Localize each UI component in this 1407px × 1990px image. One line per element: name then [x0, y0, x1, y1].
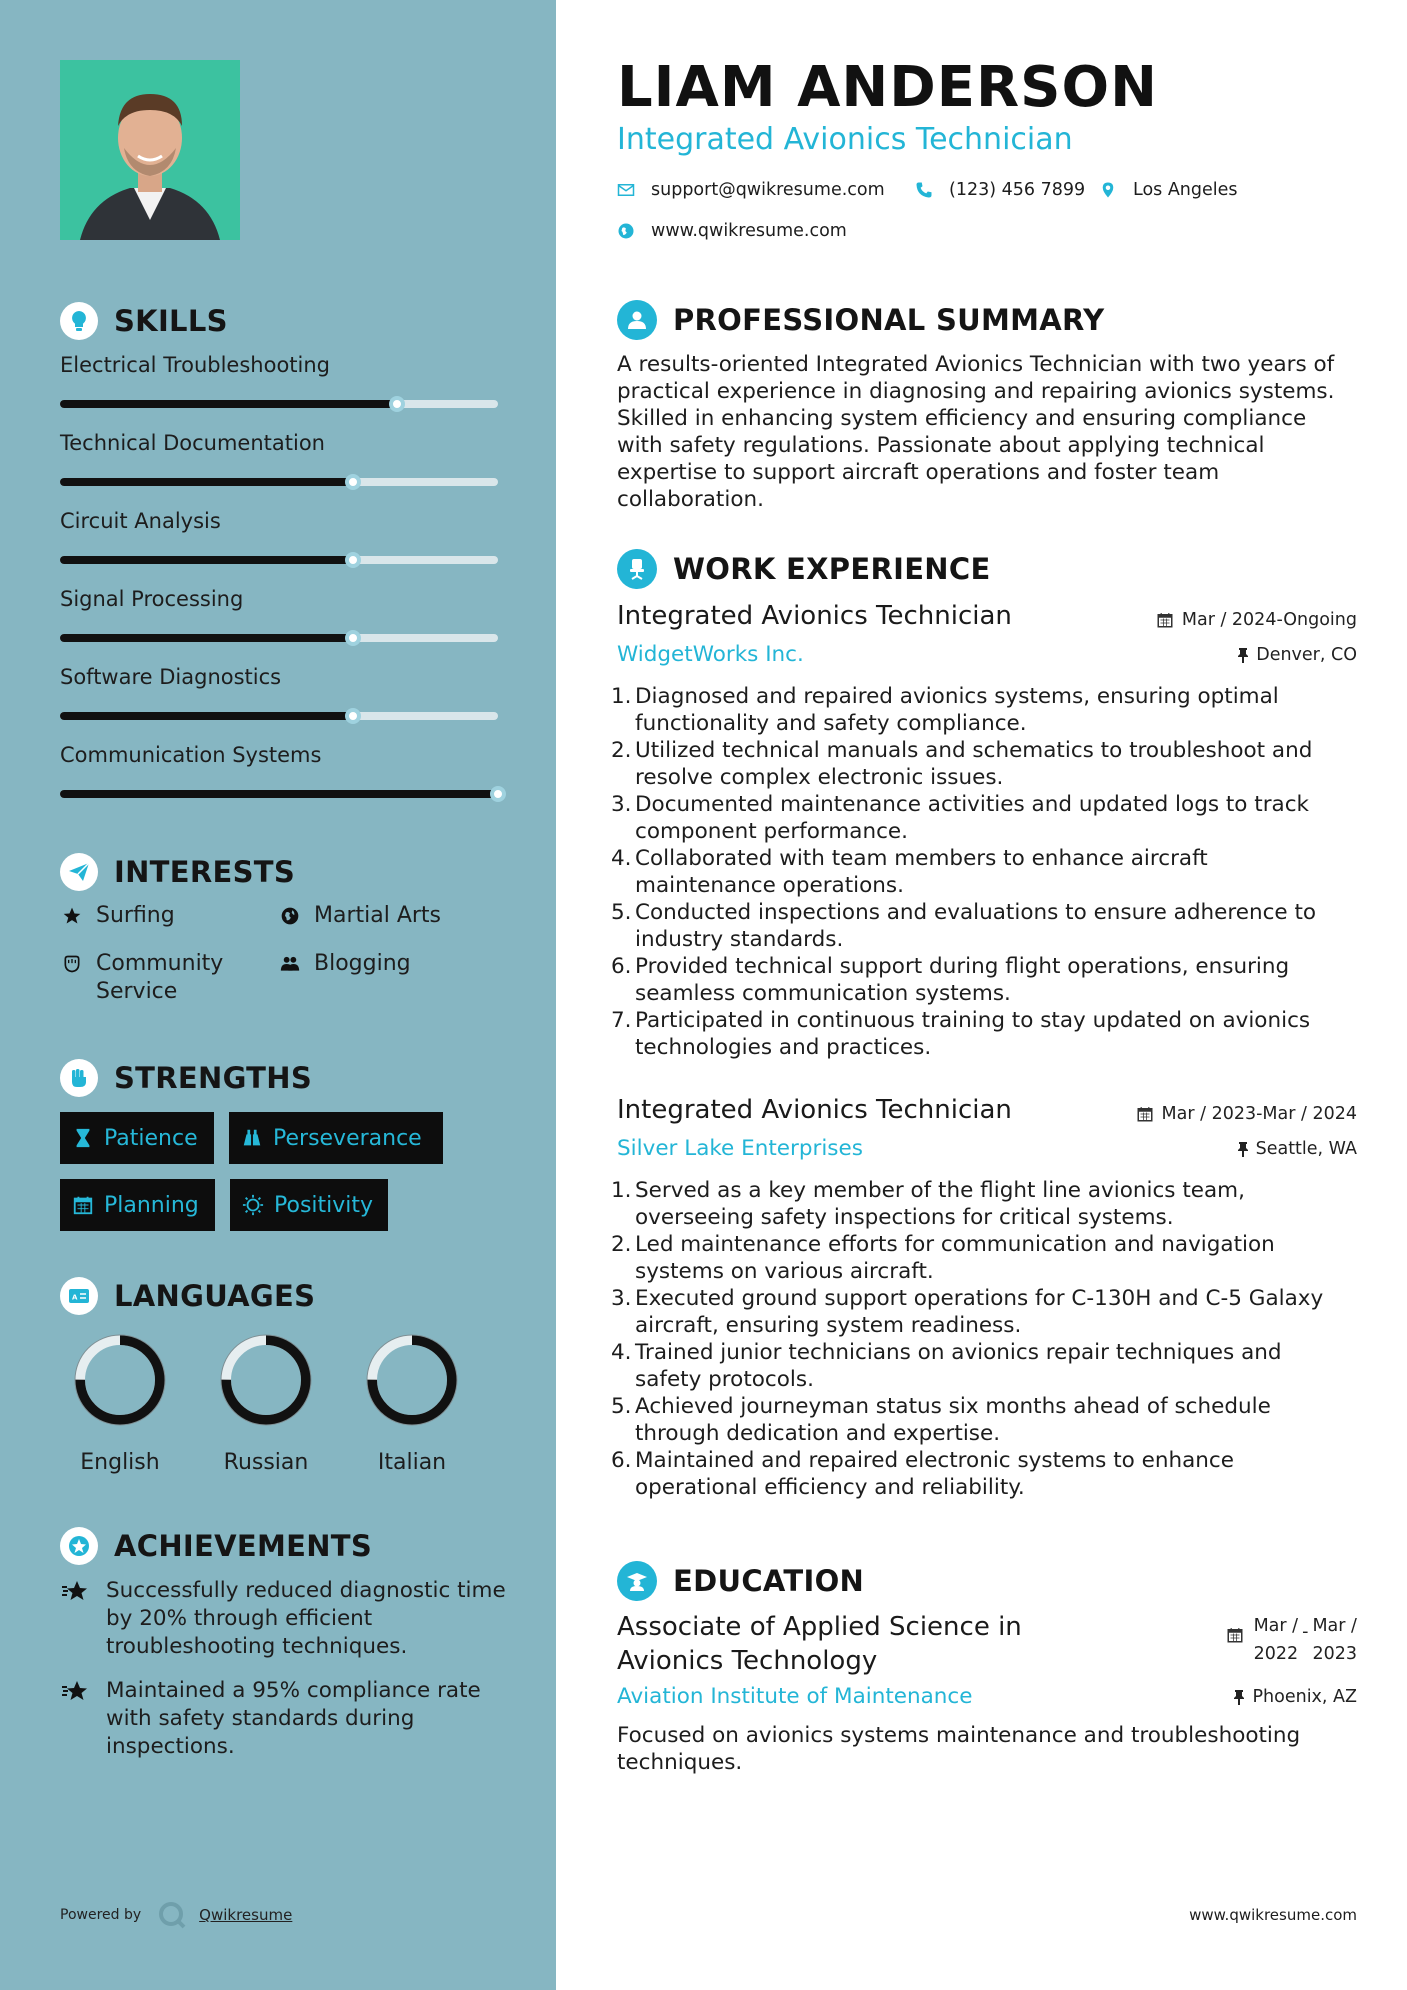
skill-bar-knob — [345, 630, 361, 646]
job-location-text: Seattle, WA — [1255, 1139, 1357, 1159]
job-date-text: Mar / 2023-Mar / 2024 — [1161, 1104, 1357, 1124]
achievements-heading — [60, 1527, 372, 1565]
job-location-text: Denver, CO — [1256, 645, 1357, 665]
job-title: Integrated Avionics Technician — [617, 1095, 1012, 1125]
degree-line: Associate of Applied Science in — [617, 1612, 1022, 1642]
strength-label: Planning — [104, 1192, 199, 1218]
job-duty-item — [611, 683, 1351, 737]
job-duty-text: Served as a key member of the flight line avionics team, overseeing safety inspections for critical systems. — [635, 1178, 1245, 1230]
skill-name: Electrical Troubleshooting — [60, 353, 331, 377]
globe-icon — [278, 902, 302, 930]
job-location — [1236, 645, 1357, 665]
skill-bar-fill — [60, 634, 353, 642]
summary-title: PROFESSIONAL SUMMARY — [673, 303, 1105, 337]
education-location — [1232, 1687, 1357, 1707]
users-icon — [278, 950, 302, 978]
map-pin-icon — [1099, 181, 1117, 199]
interest-community-service — [60, 950, 236, 1006]
job-company: Silver Lake Enterprises — [617, 1136, 863, 1161]
strength-chip-perseverance — [229, 1112, 443, 1164]
list-number: 5. — [611, 1394, 632, 1419]
list-number: 1. — [611, 684, 632, 709]
language-item — [357, 1330, 467, 1475]
list-number: 3. — [611, 792, 632, 817]
job-duty-item — [611, 737, 1351, 791]
skill-bar-knob — [345, 552, 361, 568]
job-date — [1156, 610, 1357, 630]
lightbulb-icon — [60, 302, 98, 340]
calendar-icon — [1226, 1626, 1244, 1644]
profile-photo — [60, 60, 240, 240]
skill-bar — [60, 712, 498, 720]
interest-label: Surfing — [96, 903, 175, 928]
skill-bar — [60, 790, 498, 798]
education-location-text: Phoenix, AZ — [1252, 1687, 1357, 1707]
skill-bar — [60, 400, 498, 408]
job-duties-list — [611, 1177, 1351, 1501]
summary-heading — [617, 300, 1104, 340]
summary-text: A results-oriented Integrated Avionics Technician with two years of practical experience in diagnosing and repairing avionics systems. Skilled in enhancing system efficiency and ensuring compliance with safety regulations. Passionate about applying technical expertise to support aircraft operations and foster team collaboration. — [617, 352, 1335, 512]
job-duty-text: Collaborated with team members to enhance aircraft maintenance operations. — [635, 846, 1208, 898]
education-date — [1226, 1612, 1357, 1668]
language-name: Russian — [223, 1450, 309, 1475]
skill-name: Circuit Analysis — [60, 509, 221, 533]
sidebar — [0, 0, 556, 1990]
language-name: English — [80, 1450, 160, 1475]
list-number: 7. — [611, 1008, 632, 1033]
calendar-icon — [1136, 1105, 1154, 1123]
skill-bar — [60, 556, 498, 564]
skill-name: Signal Processing — [60, 587, 244, 611]
hourglass-icon — [72, 1127, 94, 1149]
star-icon — [60, 902, 84, 930]
powered-by — [60, 1900, 292, 1930]
candidate-role: Integrated Avionics Technician — [617, 122, 1073, 157]
degree-title — [617, 1610, 1022, 1678]
language-ring-edge — [367, 1335, 457, 1425]
calendar-icon — [1156, 611, 1174, 629]
skill-bar-fill — [60, 478, 353, 486]
qwikresume-logo-icon — [157, 1900, 187, 1930]
email-text[interactable]: support@qwikresume.com — [651, 180, 885, 200]
list-number: 4. — [611, 1340, 632, 1365]
graduate-icon — [617, 1561, 657, 1601]
list-number: 1. — [611, 1178, 632, 1203]
strength-chip-positivity — [230, 1179, 388, 1231]
skill-item — [60, 428, 500, 486]
sun-icon — [242, 1194, 264, 1216]
list-number: 4. — [611, 846, 632, 871]
contact-email — [617, 180, 885, 200]
language-ring — [70, 1330, 170, 1430]
list-number: 2. — [611, 738, 632, 763]
website-text[interactable]: www.qwikresume.com — [651, 221, 847, 241]
job-duty-text: Utilized technical manuals and schematics to troubleshoot and resolve complex electronic issues. — [635, 738, 1313, 790]
interest-label: Martial Arts — [314, 903, 442, 928]
achievement-text: Maintained a 95% compliance rate with safety standards during inspections. — [106, 1678, 481, 1759]
star-badge-icon — [60, 1527, 98, 1565]
list-number: 5. — [611, 900, 632, 925]
job-duty-item — [611, 791, 1351, 845]
skill-name: Technical Documentation — [60, 431, 325, 455]
achievements-title: ACHIEVEMENTS — [114, 1529, 373, 1563]
job-duty-item — [611, 1393, 1351, 1447]
job-duty-text: Participated in continuous training to stay updated on avionics technologies and practices. — [635, 1008, 1311, 1060]
interest-surfing — [60, 902, 175, 930]
main-content — [611, 0, 1357, 1990]
strength-chip-patience — [60, 1112, 214, 1164]
envelope-icon — [617, 181, 635, 199]
job-duty-item — [611, 1177, 1351, 1231]
interests-heading — [60, 853, 295, 891]
job-date — [1136, 1104, 1357, 1124]
job-duty-text: Diagnosed and repaired avionics systems, ensuring optimal functionality and safety compliance. — [635, 684, 1279, 736]
star-trophy-icon — [60, 1677, 92, 1705]
skill-item — [60, 506, 500, 564]
strength-label: Patience — [104, 1125, 198, 1151]
achievement-item — [60, 1577, 510, 1661]
job-duty-item — [611, 1447, 1351, 1501]
strength-chip-planning — [60, 1179, 215, 1231]
strengths-title: STRENGTHS — [114, 1061, 313, 1095]
job-location — [1236, 1139, 1357, 1159]
list-number: 2. — [611, 1232, 632, 1257]
phone-text: (123) 456 7899 — [949, 180, 1086, 200]
skill-bar — [60, 634, 498, 642]
skill-name: Software Diagnostics — [60, 665, 282, 689]
language-name: Italian — [377, 1450, 447, 1475]
job-duty-item — [611, 1285, 1351, 1339]
skills-heading — [60, 302, 228, 340]
languages-heading — [60, 1277, 315, 1315]
skills-title: SKILLS — [114, 304, 228, 338]
qwikresume-link[interactable]: Qwikresume — [199, 1906, 293, 1924]
job-duty-text: Maintained and repaired electronic systems to enhance operational efficiency and reliability. — [635, 1448, 1234, 1500]
pushpin-icon — [1232, 1689, 1246, 1705]
interest-blogging — [278, 950, 411, 978]
svg-text:A: A — [72, 1293, 78, 1302]
footer-website[interactable]: www.qwikresume.com — [1189, 1906, 1357, 1924]
job-duty-text: Conducted inspections and evaluations to ensure adherence to industry standards. — [635, 900, 1317, 952]
calendar-icon — [72, 1194, 94, 1216]
interest-label: Blogging — [314, 951, 411, 976]
job-duty-text: Provided technical support during flight operations, ensuring seamless communication systems. — [635, 954, 1290, 1006]
job-duty-text: Executed ground support operations for C-130H and C-5 Galaxy aircraft, ensuring system readiness. — [635, 1286, 1324, 1338]
skill-bar-knob — [389, 396, 405, 412]
education-title: EDUCATION — [673, 1564, 865, 1598]
skill-item — [60, 584, 500, 642]
job-duty-text: Documented maintenance activities and updated logs to track component performance. — [635, 792, 1310, 844]
paper-plane-icon — [60, 853, 98, 891]
job-duty-text: Led maintenance efforts for communication and navigation systems on various aircraft. — [635, 1232, 1275, 1284]
language-ring-edge — [221, 1335, 311, 1425]
globe-icon — [617, 222, 635, 240]
job-duty-item — [611, 1339, 1351, 1393]
heart-hand-icon — [60, 950, 84, 978]
job-duty-text: Trained junior technicians on avionics repair techniques and safety protocols. — [635, 1340, 1282, 1392]
strength-label: Positivity — [274, 1192, 374, 1218]
contact-website — [617, 221, 847, 241]
language-ring-edge — [75, 1335, 165, 1425]
language-item — [65, 1330, 175, 1475]
language-item — [211, 1330, 321, 1475]
star-trophy-icon — [60, 1577, 92, 1605]
school-name: Aviation Institute of Maintenance — [617, 1684, 973, 1709]
experience-title: WORK EXPERIENCE — [673, 552, 991, 586]
job-duty-item — [611, 845, 1351, 899]
job-duties-list — [611, 683, 1351, 1061]
interest-label: Community Service — [96, 951, 224, 1004]
skill-item — [60, 740, 500, 798]
languages-title: LANGUAGES — [114, 1279, 316, 1313]
skill-bar-fill — [60, 400, 397, 408]
skill-bar-knob — [490, 786, 506, 802]
user-icon — [617, 300, 657, 340]
portrait-image — [60, 60, 240, 240]
list-number: 6. — [611, 1448, 632, 1473]
job-duty-text: Achieved journeyman status six months ahead of schedule through dedication and expertise. — [635, 1394, 1271, 1446]
experience-heading — [617, 549, 991, 589]
education-end: Mar / 2023 — [1312, 1616, 1357, 1664]
interest-martial-arts — [278, 902, 441, 930]
job-duty-item — [611, 899, 1351, 953]
contact-phone — [915, 180, 1085, 200]
education-text: Focused on avionics systems maintenance and troubleshooting techniques. — [617, 1723, 1301, 1775]
job-duty-item — [611, 1007, 1351, 1061]
contact-location — [1099, 180, 1238, 200]
job-title: Integrated Avionics Technician — [617, 601, 1012, 631]
office-chair-icon — [617, 549, 657, 589]
strength-label: Perseverance — [273, 1125, 422, 1151]
achievement-text: Successfully reduced diagnostic time by 20% through efficient troubleshooting techniques. — [106, 1578, 506, 1659]
degree-line: Avionics Technology — [617, 1646, 878, 1676]
list-number: 6. — [611, 954, 632, 979]
phone-icon — [915, 181, 933, 199]
interests-title: INTERESTS — [114, 855, 296, 889]
location-text: Los Angeles — [1133, 180, 1238, 200]
binoculars-icon — [241, 1127, 263, 1149]
skill-bar-fill — [60, 556, 353, 564]
job-company: WidgetWorks Inc. — [617, 642, 804, 667]
language-ring — [362, 1330, 462, 1430]
pushpin-icon — [1236, 647, 1250, 663]
job-date-text: Mar / 2024-Ongoing — [1181, 610, 1357, 630]
job-duty-item — [611, 1231, 1351, 1285]
strengths-heading — [60, 1059, 312, 1097]
list-number: 3. — [611, 1286, 632, 1311]
candidate-name: LIAM ANDERSON — [617, 55, 1158, 120]
date-separator: - — [1302, 1622, 1309, 1642]
skill-bar — [60, 478, 498, 486]
skill-bar-fill — [60, 712, 353, 720]
pushpin-icon — [1236, 1141, 1250, 1157]
job-duty-item — [611, 953, 1351, 1007]
powered-by-text: Powered by — [60, 1907, 142, 1923]
education-start: Mar / 2022 — [1253, 1616, 1299, 1664]
education-heading — [617, 1561, 864, 1601]
skill-bar-knob — [345, 708, 361, 724]
achievement-item — [60, 1677, 510, 1761]
skill-name: Communication Systems — [60, 743, 322, 767]
skill-bar-knob — [345, 474, 361, 490]
language-card-icon — [60, 1277, 98, 1315]
skill-item — [60, 350, 500, 408]
skill-item — [60, 662, 500, 720]
fist-icon — [60, 1059, 98, 1097]
language-ring — [216, 1330, 316, 1430]
skill-bar-fill — [60, 790, 498, 798]
